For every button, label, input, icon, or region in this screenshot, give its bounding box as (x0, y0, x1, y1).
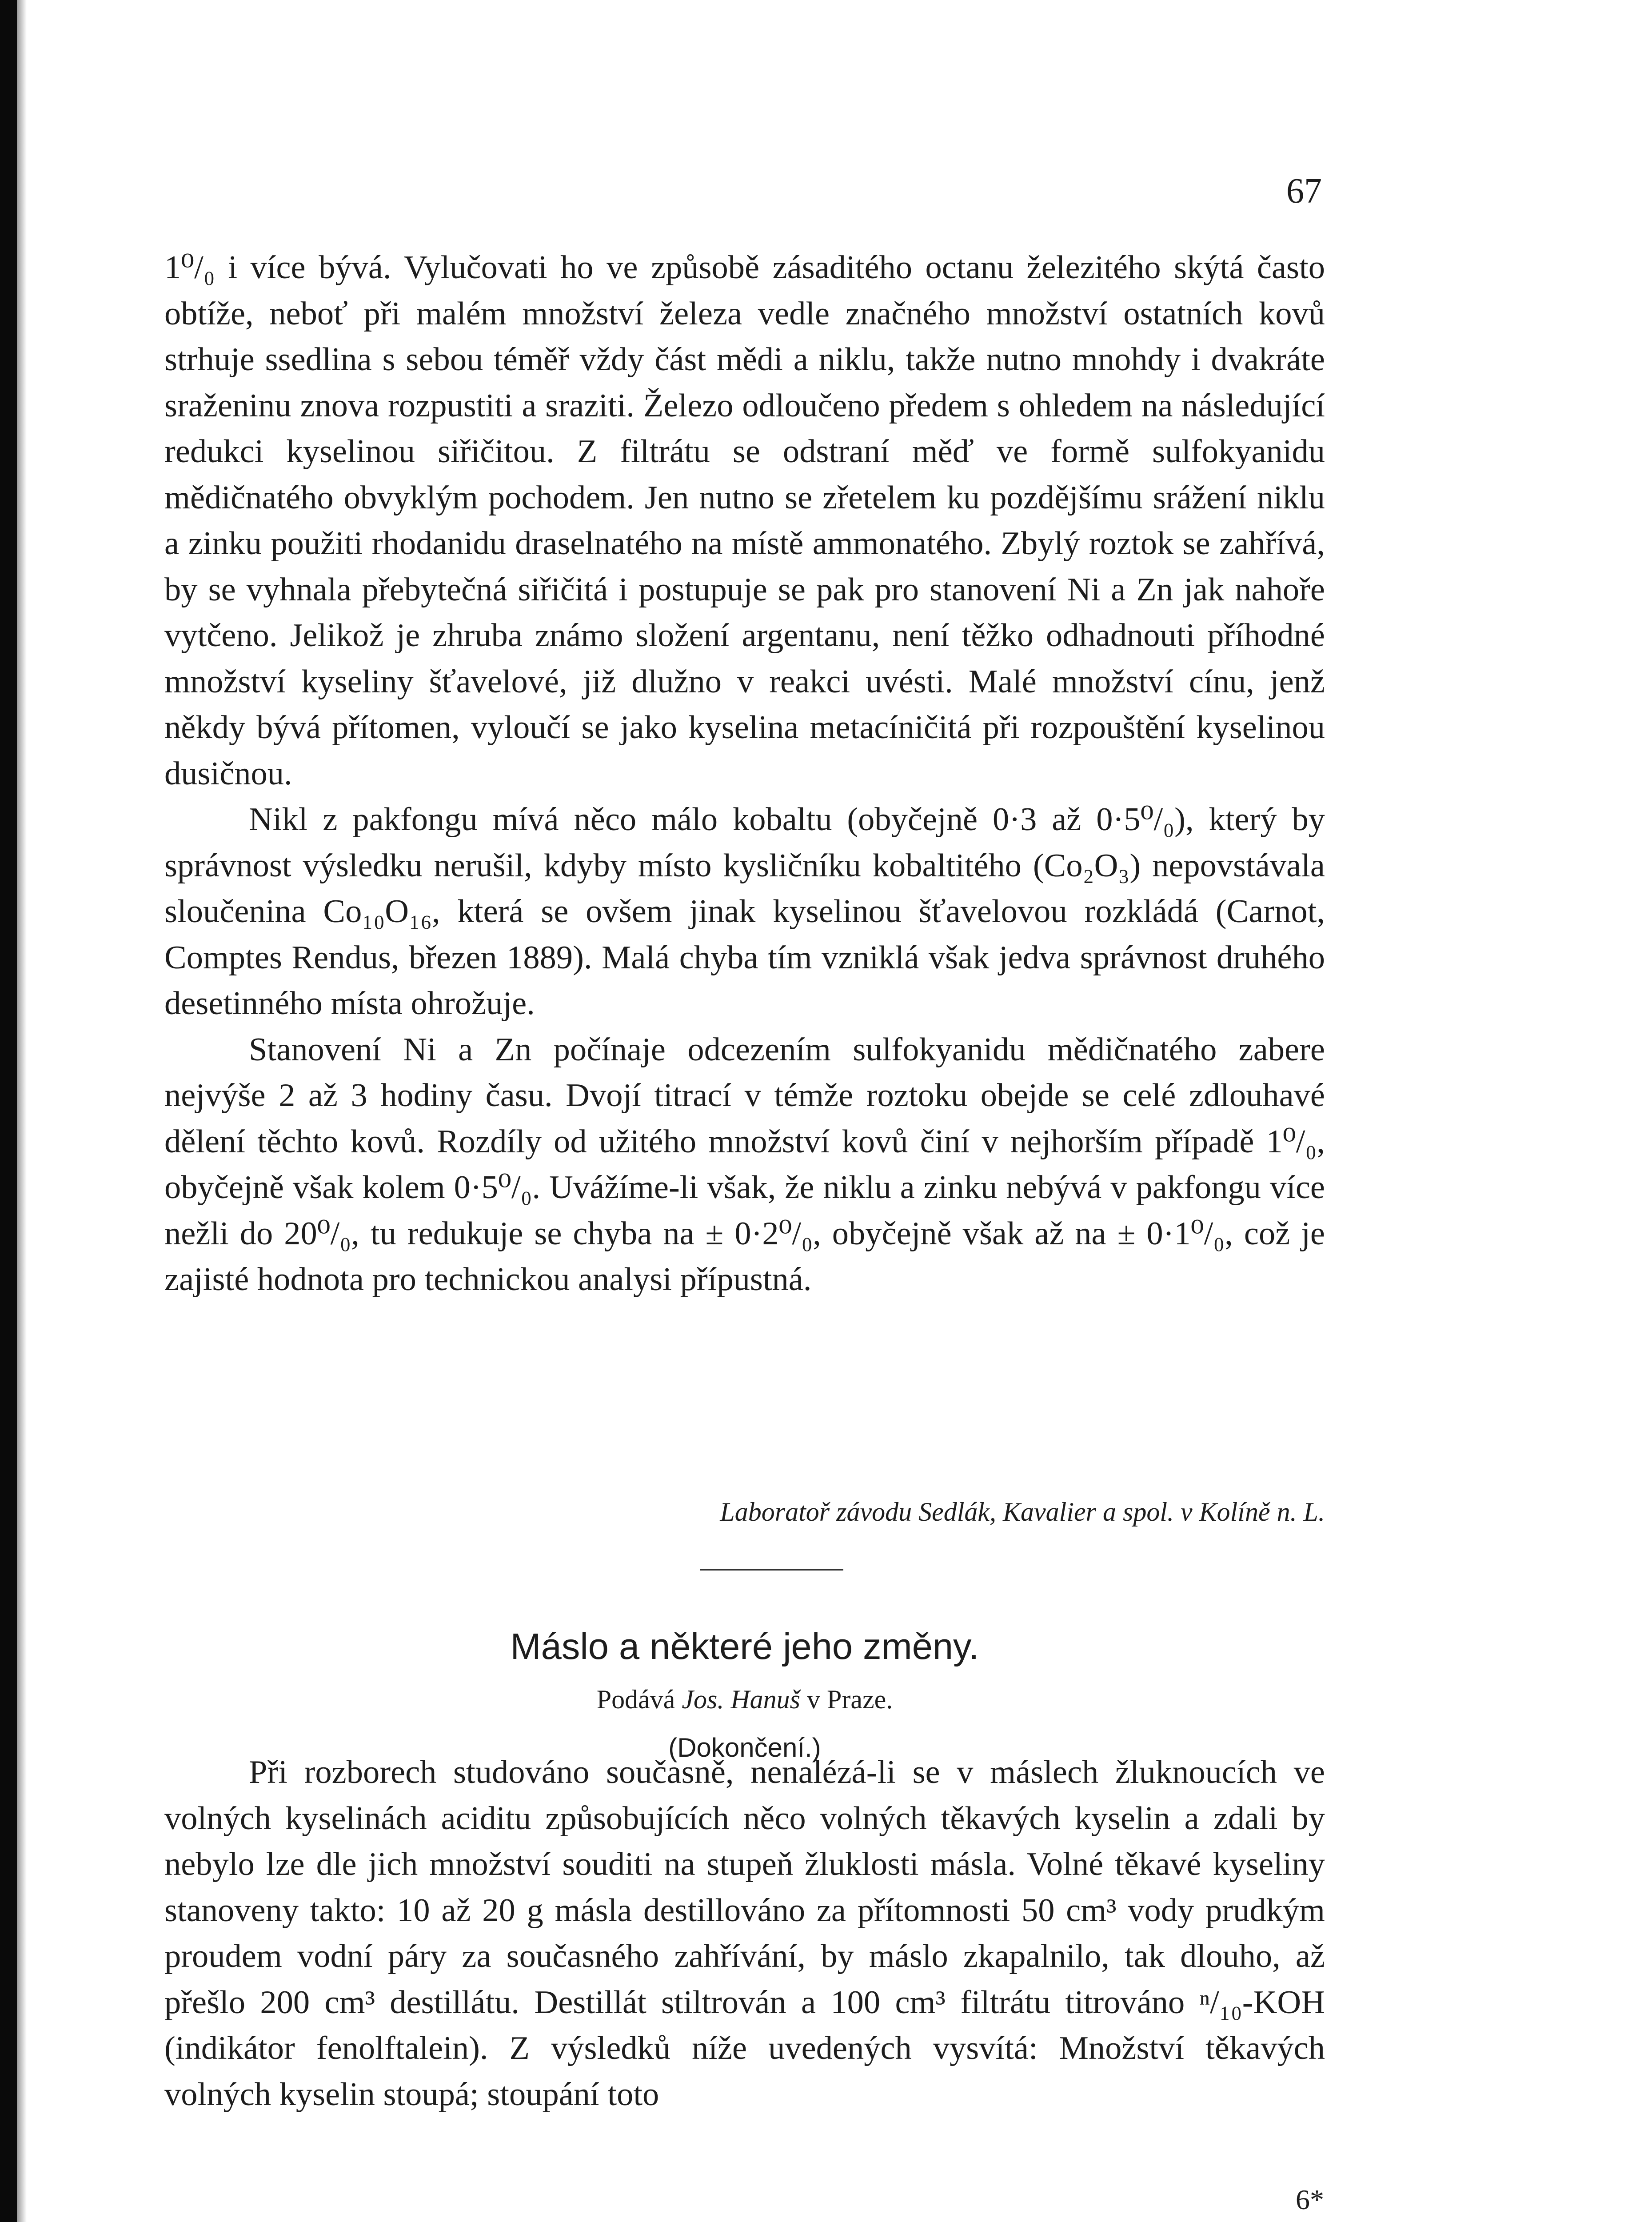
paragraph-1: 1⁰/₀ i více bývá. Vylučovati ho ve způsobě zásaditého octanu železitého skýtá často obtíže, neboť při malém množství železa vedle značného množství ostatních kovů strhuje ssedlina s sebou téměř vždy část mědi a niklu, takže nutno mnohdy i dvakráte sraženinu znova rozpustiti a sraziti. Železo odloučeno předem s ohledem na následující redukci kyselinou siřičitou. Z filtrátu se odstraní měď ve formě sulfokyanidu mědičnatého obvyklým pochodem. Jen nutno se zřetelem ku pozdějšímu srážení niklu a zinku použiti rhodanidu draselnatého na místě ammonatého. Zbylý roztok se zahřívá, by se vyhnala přebytečná siřičitá i postupuje se pak pro stanovení Ni a Zn jak nahoře vytčeno. Jelikož je zhruba známo složení argentanu, není těžko odhadnouti příhodné množství kyseliny šťavelové, již dlužno v reakci uvésti. Malé množství cínu, jenž někdy bývá přítomen, vyloučí se jako kyselina metacíničitá při rozpouštění kyselinou dusičnou. (164, 249, 1325, 792)
article-title: Máslo a některé jeho změny. (510, 1626, 979, 1667)
paragraph-3: Stanovení Ni a Zn počínaje odcezením sulfokyanidu mědičnatého zabere nejvýše 2 až 3 hodiny času. Dvojí titrací v témže roztoku obejde se celé zdlouhavé dělení těchto kovů. Rozdíly od užitého množství kovů činí v nejhorším případě 1⁰/₀, obyčejně však kolem 0·5⁰/₀. Uvážíme-li však, že niklu a zinku nebývá v pakfongu více nežli do 20⁰/₀, tu redukuje se chyba na ± 0·2⁰/₀, obyčejně však až na ± 0·1⁰/₀, což je zajisté hodnota pro technickou analysi přípustná. (164, 1031, 1325, 1298)
signature-mark: 6* (1296, 2184, 1324, 2215)
section-divider (700, 1569, 843, 1571)
article-text (164, 1750, 1325, 2118)
byline-author: Jos. Hanuš (682, 1685, 801, 1714)
article-byline (164, 1682, 1325, 1717)
continuation-note: (Dokončení.) (668, 1733, 821, 1762)
article-paragraph: Při rozborech studováno současně, nenalézá-li se v máslech žluknoucích ve volných kyselinách aciditu způsobujících něco volných těkavých kyselin a zdali by nebylo lze dle jich množství souditi na stupeň žluklosti másla. Volné těkavé kyseliny stanoveny takto: 10 až 20 g másla destillováno za přítomnosti 50 cm³ vody prudkým proudem vodní páry za současného zahřívání, by máslo zkapalnilo, tak dlouho, až přešlo 200 cm³ destillátu. Destillát stiltrován a 100 cm³ filtrátu titrováno ⁿ/₁₀-KOH (indikátor fenolftalein). Z výsledků níže uvedených vysvítá: Množství těkavých volných kyselin stoupá; stoupání toto (164, 1754, 1325, 2113)
page-number: 67 (1286, 172, 1322, 211)
byline-prefix: Podává (596, 1685, 675, 1714)
section-text (164, 245, 1325, 1303)
laboratory-signature: Laboratoř závodu Sedlák, Kavalier a spol. v Kolíně n. L. (720, 1497, 1325, 1527)
paragraph-2: Nikl z pakfongu mívá něco málo kobaltu (obyčejně 0·3 až 0·5⁰/₀), který by správnost výsledku nerušil, kdyby místo kysličníku kobaltitého (Co₂O₃) nepovstávala sloučenina Co₁₀O₁₆, která se ovšem jinak kyselinou šťavelovou rozkládá (Carnot, Comptes Rendus, březen 1889). Malá chyba tím vzniklá však jedva správnost druhého desetinného místa ohrožuje. (164, 801, 1325, 1022)
byline-suffix: v Praze. (807, 1685, 893, 1714)
